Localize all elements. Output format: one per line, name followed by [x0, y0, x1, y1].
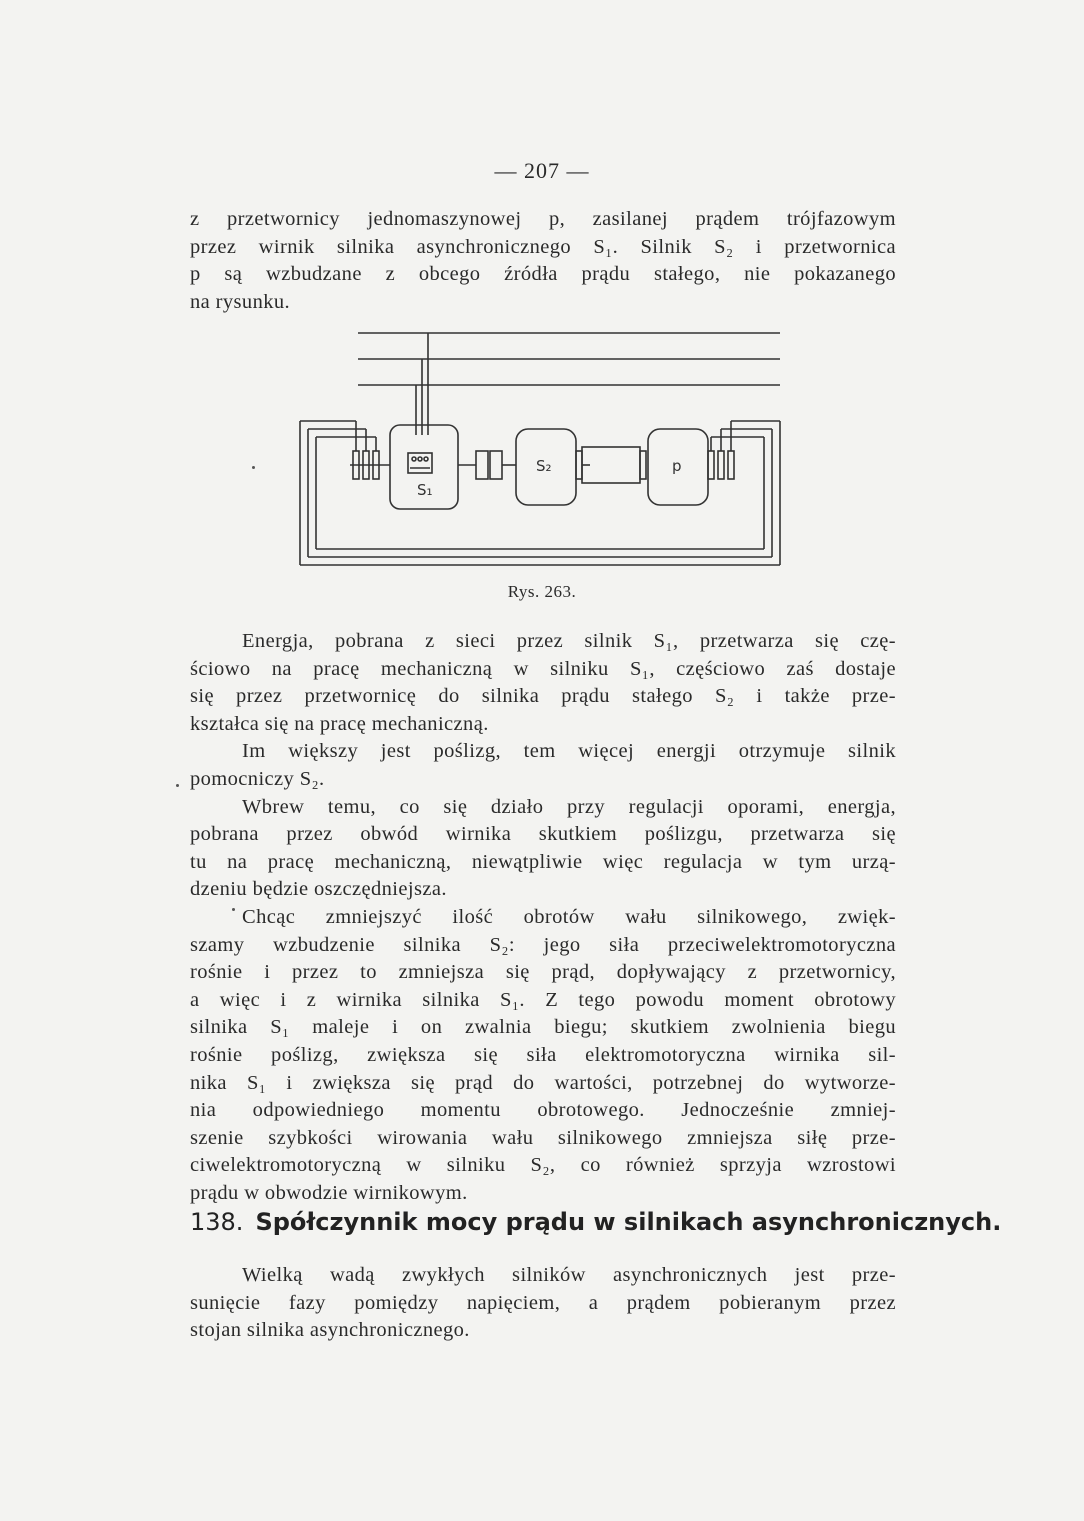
text-line: szamy wzbudzenie silnika S₂: jego siła przeciwelektromotoryczna	[190, 933, 896, 956]
label-s2: S₂	[536, 457, 552, 475]
motor-s2	[516, 429, 590, 505]
intro-paragraph	[190, 206, 896, 316]
text-line: Chcąc zmniejszyć ilość obrotów wału silnikowego, zwięk-	[242, 905, 896, 928]
text-line: Energja, pobrana z sieci przez silnik S₁, przetwarza się czę-	[242, 630, 896, 652]
text-line: silnika S₁ maleje i on zwalnia biegu; skutkiem zwolnienia biegu	[190, 1016, 896, 1039]
text-line: przez wirnik silnika asynchronicznego S₁. Silnik S₂ i przetwornica	[190, 235, 896, 258]
text-line: a więc i z wirnika silnika S₁. Z tego powodu moment obrotowy	[190, 988, 896, 1011]
converter-p	[640, 429, 734, 505]
circuit-diagram	[280, 325, 800, 575]
text-line: pobrana przez obwód wirnika skutkiem poślizgu, przetwarza się	[190, 823, 896, 846]
supply-taps	[416, 333, 428, 435]
section-title: Spółczynnik mocy prądu w silnikach asynchronicznych.	[255, 1208, 1002, 1236]
shaft-s2-p	[582, 447, 640, 483]
text-line: na rysunku.	[190, 290, 291, 313]
text-line: p są wzbudzane z obcego źródła prądu stałego, nie pokazanego	[190, 263, 896, 286]
text-line: nia odpowiedniego momentu obrotowego. Jednocześnie zmniej-	[190, 1099, 896, 1122]
label-s1: S₁	[417, 481, 433, 499]
text-line: szenie szybkości wirowania wału silnikowego zmniejsza siłę prze-	[190, 1126, 896, 1149]
text-line: z przetwornicy jednomaszynowej p, zasilanej prądem trójfazowym	[190, 208, 896, 230]
text-line: Im większy jest poślizg, tem więcej energji otrzymuje silnik	[242, 740, 896, 763]
figure-caption: Rys. 263.	[507, 582, 577, 601]
scan-speck	[252, 466, 255, 469]
body-text	[190, 628, 896, 1207]
text-line: sunięcie fazy pomiędzy napięciem, a prądem pobieranym przez	[190, 1291, 896, 1314]
text-line: ciwelektromotoryczną w silniku S₂, co również sprzyja wzrostowi	[190, 1154, 896, 1177]
text-line: dzeniu będzie oszczędniejsza.	[190, 878, 447, 901]
text-line: ściowo na pracę mechaniczną w silniku S₁, częściowo zaś dostaje	[190, 657, 896, 680]
page-number: — 207 —	[494, 158, 590, 183]
text-line: nika S₁ i zwiększa się prąd do wartości, potrzebnej do wytworze-	[190, 1071, 896, 1094]
section-heading	[190, 1208, 1002, 1236]
scan-speck	[232, 908, 235, 911]
label-p: p	[672, 457, 682, 475]
text-line: pomocniczy S₂.	[190, 767, 325, 790]
text-line: tu na pracę mechaniczną, niewątpliwie więc regulacja w tym urzą-	[190, 850, 896, 873]
section-number: 138.	[190, 1208, 244, 1236]
text-line: kształca się na pracę mechaniczną.	[190, 712, 489, 735]
coupling	[458, 451, 516, 479]
slip-rings-s1	[350, 451, 390, 479]
text-line: stojan silnika asynchronicznego.	[190, 1319, 470, 1342]
text-line: prądu w obwodzie wirnikowym.	[190, 1181, 468, 1204]
text-line: rośnie i przez to zmniejsza się prąd, dopływający z przetwornicy,	[190, 961, 896, 984]
section-paragraph	[190, 1262, 896, 1345]
scan-speck	[176, 784, 179, 787]
text-line: rośnie poślizg, zwiększa się siła elektromotoryczna wirnika sil-	[190, 1043, 896, 1066]
rotor-leads	[300, 421, 376, 565]
text-line: Wielką wadą zwykłych silników asynchronicznych jest prze-	[242, 1264, 896, 1286]
text-line: się przez przetwornicę do silnika prądu stałego S₂ i także prze-	[190, 685, 896, 708]
text-line: Wbrew temu, co się działo przy regulacji oporami, energja,	[242, 795, 896, 818]
